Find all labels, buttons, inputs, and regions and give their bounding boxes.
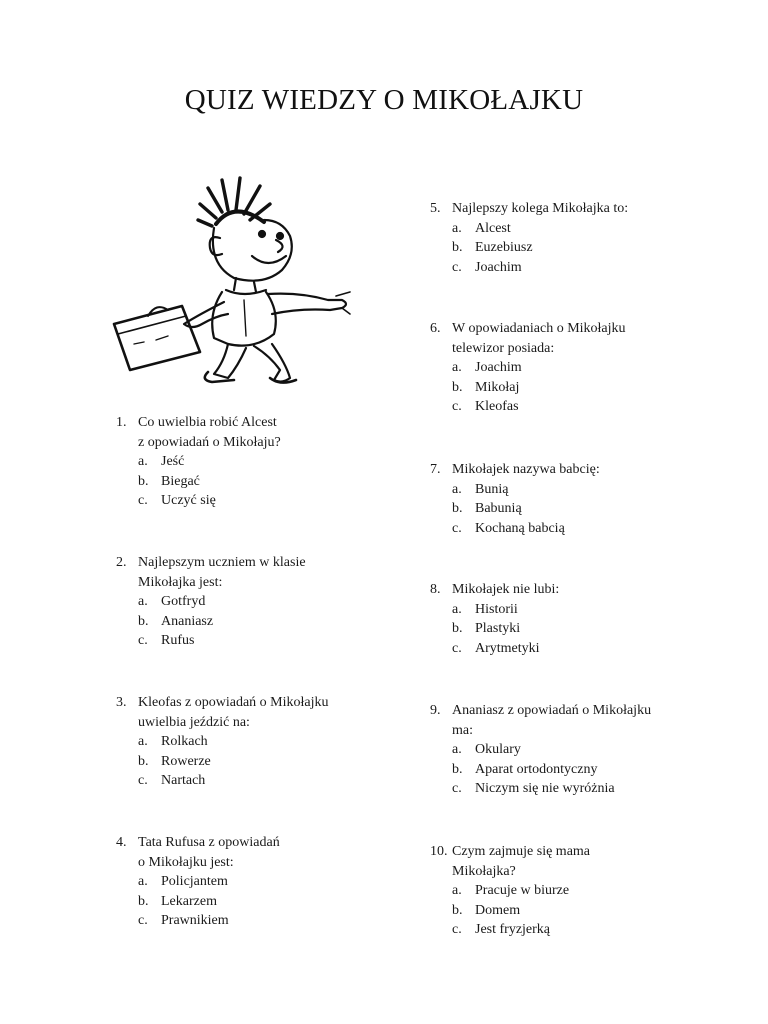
question-text-line: [430, 319, 626, 339]
answer-options: [138, 592, 306, 651]
answer-options: [452, 740, 651, 799]
question-number: [430, 721, 452, 741]
question-text: o Mikołajku jest:: [138, 854, 234, 870]
option-letter: a.: [452, 742, 462, 757]
option-text: Prawnikiem: [161, 913, 229, 928]
question-text-line: [116, 853, 280, 873]
question-number: [116, 713, 138, 733]
answer-option: [138, 752, 329, 772]
option-text: Gotfryd: [161, 594, 206, 609]
answer-option: [452, 760, 651, 780]
answer-options: [138, 732, 329, 791]
question-text-line: [116, 413, 281, 433]
option-text: Kleofas: [475, 399, 519, 414]
answer-options: [452, 480, 600, 539]
page-title: QUIZ WIEDZY O MIKOŁAJKU: [184, 84, 584, 116]
question-7: [430, 460, 600, 538]
question-text: telewizor posiada:: [452, 340, 555, 356]
option-letter: c.: [452, 520, 462, 536]
option-letter: c.: [452, 922, 462, 937]
option-letter: c.: [138, 773, 148, 788]
answer-option: [138, 612, 306, 632]
answer-option: [138, 732, 329, 752]
question-number: 1.: [116, 415, 127, 430]
question-text-line: [116, 713, 329, 733]
option-text: Policjantem: [161, 874, 228, 889]
question-9: [430, 701, 651, 799]
question-number: 4.: [116, 835, 127, 850]
option-letter: b.: [452, 379, 463, 395]
question-text: Najlepszym uczniem w klasie: [138, 555, 306, 570]
option-text: Rolkach: [161, 734, 208, 749]
option-text: Joachim: [475, 360, 522, 375]
option-text: Nartach: [161, 773, 206, 788]
option-letter: b.: [452, 501, 463, 516]
question-text: Ananiasz z opowiadań o Mikołajku: [452, 703, 652, 718]
option-text: Okulary: [475, 742, 521, 757]
option-letter: c.: [138, 913, 148, 928]
answer-option: [452, 639, 559, 659]
question-4: [116, 833, 280, 931]
answer-option: [138, 892, 280, 912]
question-text: Co uwielbia robić Alcest: [138, 415, 277, 430]
option-letter: a.: [138, 594, 148, 609]
question-text: z opowiadań o Mikołaju?: [138, 434, 281, 450]
option-letter: b.: [138, 613, 149, 629]
option-letter: b.: [138, 893, 149, 909]
answer-option: [138, 872, 280, 892]
answer-option: [452, 920, 590, 940]
option-text: Euzebiusz: [475, 240, 533, 255]
option-text: Joachim: [475, 259, 522, 275]
question-number: 7.: [430, 462, 441, 477]
answer-option: [452, 238, 628, 258]
question-text-line: [430, 862, 590, 882]
answer-option: [452, 779, 651, 799]
question-text: Mikołajek nie lubi:: [452, 582, 560, 597]
option-letter: c.: [452, 399, 462, 414]
question-3: [116, 693, 329, 791]
question-text: Mikołajek nazywa babcię:: [452, 462, 600, 477]
question-text-line: [116, 833, 280, 853]
question-text-line: [430, 701, 651, 721]
option-letter: b.: [138, 473, 149, 489]
answer-option: [452, 519, 600, 539]
question-text: Tata Rufusa z opowiadań: [138, 835, 280, 850]
option-text: Plastyki: [475, 621, 521, 636]
option-text: Uczyć się: [161, 493, 216, 508]
answer-options: [138, 452, 281, 511]
answer-option: [452, 881, 590, 901]
question-text-line: [116, 433, 281, 453]
option-text: Alcest: [475, 220, 511, 236]
question-text-line: [430, 199, 628, 219]
question-text-line: [116, 693, 329, 713]
question-10: [430, 842, 590, 940]
option-text: Historii: [475, 601, 518, 617]
option-text: Bunią: [475, 481, 509, 497]
question-text: Najlepszy kolega Mikołajka to:: [452, 201, 629, 216]
answer-option: [138, 452, 281, 472]
answer-option: [138, 631, 306, 651]
option-text: Arytmetyki: [475, 640, 540, 656]
option-text: Biegać: [161, 473, 200, 489]
option-letter: c.: [138, 633, 148, 648]
answer-options: [452, 219, 628, 278]
question-text: Mikołajka jest:: [138, 574, 223, 590]
question-6: [430, 319, 626, 417]
answer-option: [452, 397, 626, 417]
option-text: Jeść: [161, 454, 185, 469]
question-5: [430, 199, 628, 277]
question-number: 10.: [430, 844, 448, 859]
answer-option: [138, 592, 306, 612]
option-text: Domem: [475, 902, 521, 918]
question-number: [116, 433, 138, 453]
answer-option: [452, 480, 600, 500]
option-letter: b.: [452, 761, 463, 777]
option-text: Jest fryzjerką: [475, 922, 551, 937]
answer-option: [138, 472, 281, 492]
option-letter: a.: [452, 481, 462, 497]
answer-option: [452, 258, 628, 278]
answer-options: [452, 358, 626, 417]
question-text: Czym zajmuje się mama: [452, 844, 591, 859]
option-letter: b.: [138, 753, 149, 769]
option-text: Niczym się nie wyróżnia: [475, 781, 615, 796]
question-text-line: [430, 339, 626, 359]
option-letter: a.: [452, 883, 462, 898]
answer-options: [452, 881, 590, 940]
question-text-line: [430, 721, 651, 741]
answer-options: [138, 872, 280, 931]
answer-option: [452, 619, 559, 639]
option-text: Pracuje w biurze: [475, 883, 570, 898]
option-text: Mikołaj: [475, 379, 520, 395]
option-letter: b.: [452, 240, 463, 255]
option-text: Babunią: [475, 501, 522, 516]
question-text: W opowiadaniach o Mikołajku: [452, 321, 626, 336]
option-letter: a.: [452, 360, 462, 375]
question-text-line: [116, 553, 306, 573]
option-letter: c.: [452, 781, 462, 796]
option-letter: a.: [138, 874, 148, 889]
option-letter: a.: [452, 220, 462, 236]
answer-option: [452, 219, 628, 239]
answer-option: [138, 911, 280, 931]
question-number: 8.: [430, 582, 441, 597]
question-2: [116, 553, 306, 651]
option-letter: b.: [452, 621, 463, 636]
question-1: [116, 413, 281, 511]
answer-option: [452, 499, 600, 519]
option-text: Kochaną babcią: [475, 520, 565, 536]
option-letter: c.: [138, 493, 148, 508]
question-text: Mikołajka?: [452, 863, 516, 879]
question-text: Kleofas z opowiadań o Mikołajku: [138, 695, 329, 710]
question-text-line: [116, 573, 306, 593]
question-number: [116, 853, 138, 873]
answer-option: [452, 740, 651, 760]
question-number: 9.: [430, 703, 441, 718]
option-letter: c.: [452, 259, 462, 275]
option-text: Ananiasz: [161, 613, 214, 629]
option-text: Lekarzem: [161, 893, 217, 909]
option-letter: b.: [452, 902, 463, 918]
option-text: Rowerze: [161, 753, 211, 769]
question-number: 5.: [430, 201, 441, 216]
question-number: 6.: [430, 321, 441, 336]
answer-option: [452, 378, 626, 398]
question-number: 3.: [116, 695, 127, 710]
option-text: Aparat ortodontyczny: [475, 761, 598, 777]
option-letter: a.: [138, 454, 148, 469]
answer-option: [452, 358, 626, 378]
answer-options: [452, 600, 559, 659]
question-number: 2.: [116, 555, 127, 570]
option-text: Rufus: [161, 633, 195, 648]
answer-option: [452, 600, 559, 620]
answer-option: [138, 491, 281, 511]
question-text-line: [430, 842, 590, 862]
question-text: ma:: [452, 722, 473, 738]
option-letter: a.: [138, 734, 148, 749]
question-text-line: [430, 580, 559, 600]
question-8: [430, 580, 559, 658]
question-number: [430, 862, 452, 882]
option-letter: c.: [452, 640, 462, 656]
answer-option: [452, 901, 590, 921]
question-number: [116, 573, 138, 593]
option-letter: a.: [452, 601, 462, 617]
question-text-line: [430, 460, 600, 480]
answer-option: [138, 771, 329, 791]
question-number: [430, 339, 452, 359]
running-boy-illustration: [104, 174, 354, 386]
question-text: uwielbia jeździć na:: [138, 714, 250, 730]
